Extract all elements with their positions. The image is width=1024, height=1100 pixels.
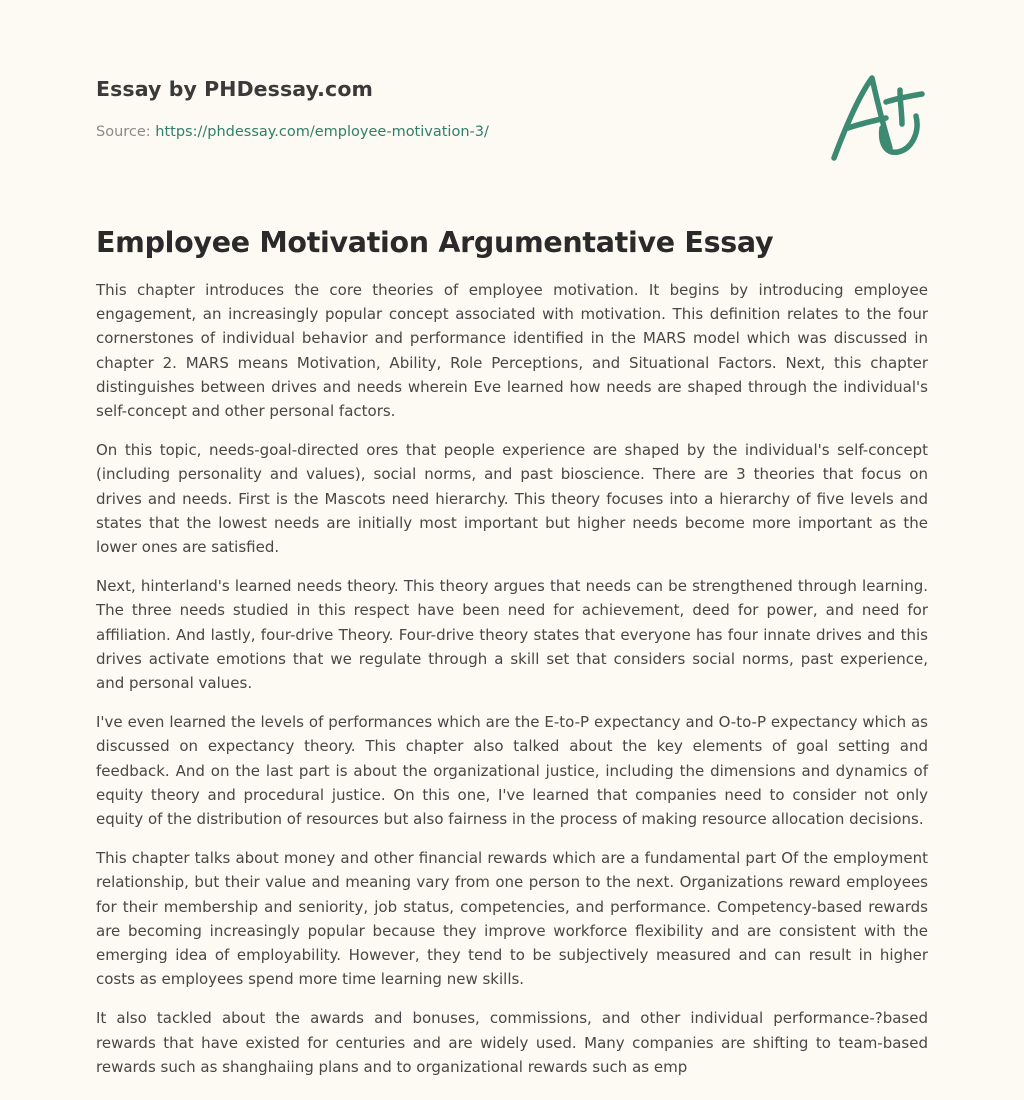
source-line <box>96 124 489 140</box>
essay-paragraph: Next, hinterland's learned needs theory. This theory argues that needs can be strengthened through learning. The three needs studied in this respect have been need for achievement, deed for power, and need for affiliation. And lastly, four-drive Theory. Four-drive theory states that everyone has four innate drives and this drives activate emotions that we regulate through a skill set that considers social norms, past experience, and personal values. <box>96 577 928 693</box>
essay-body <box>96 278 928 1079</box>
source-link[interactable]: https://phdessay.com/employee-motivation-3/ <box>155 124 489 140</box>
essay-paragraph: On this topic, needs-goal-directed ores that people experience are shaped by the individual's self-concept (including personality and values), social norms, and past bioscience. There are 3 theories that focus on drives and needs. First is the Mascots need hierarchy. This theory focuses into a hierarchy of five levels and states that the lowest needs are initially most important but higher needs become more important as the lower ones are satisfied. <box>96 441 928 557</box>
site-title: Essay by PHDessay.com <box>96 77 373 101</box>
essay-title: Employee Motivation Argumentative Essay <box>96 226 774 259</box>
essay-paragraph: It also tackled about the awards and bonuses, commissions, and other individual performance-?based rewards that have existed for centuries and are widely used. Many companies are shifting to team-based rewards such as shanghaiing plans and to organizational rewards such as emp <box>96 1009 928 1076</box>
essay-paragraph: This chapter introduces the core theories of employee motivation. It begins by introducing employee engagement, an increasingly popular concept associated with motivation. This definition relates to the four cornerstones of individual behavior and performance identified in the MARS model which was discussed in chapter 2. MARS means Motivation, Ability, Role Perceptions, and Situational Factors. Next, this chapter distinguishes between drives and needs wherein Eve learned how needs are shaped through the individual's self-concept and other personal factors. <box>96 281 928 421</box>
essay-paragraph: I've even learned the levels of performances which are the E-to-P expectancy and O-to-P expectancy which as discussed on expectancy theory. This chapter also talked about the key elements of goal setting and feedback. And on the last part is about the organizational justice, including the dimensions and dynamics of equity theory and procedural justice. On this one, I've learned that companies need to consider not only equity of the distribution of resources but also fairness in the process of making resource allocation decisions. <box>96 713 928 829</box>
source-label: Source: <box>96 124 156 140</box>
page-header <box>96 0 928 200</box>
essay-paragraph: This chapter talks about money and other financial rewards which are a fundamental part Of the employment relationship, but their value and meaning vary from one person to the next. Organizations reward employees for their membership and seniority, job status, competencies, and performance. Competency-based rewards are becoming increasingly popular because they improve workforce flexibility and are consistent with the emerging idea of employability. However, they tend to be subjectively measured and can result in higher costs as employees spend more time learning new skills. <box>96 849 928 989</box>
a-plus-logo-icon <box>826 66 930 166</box>
